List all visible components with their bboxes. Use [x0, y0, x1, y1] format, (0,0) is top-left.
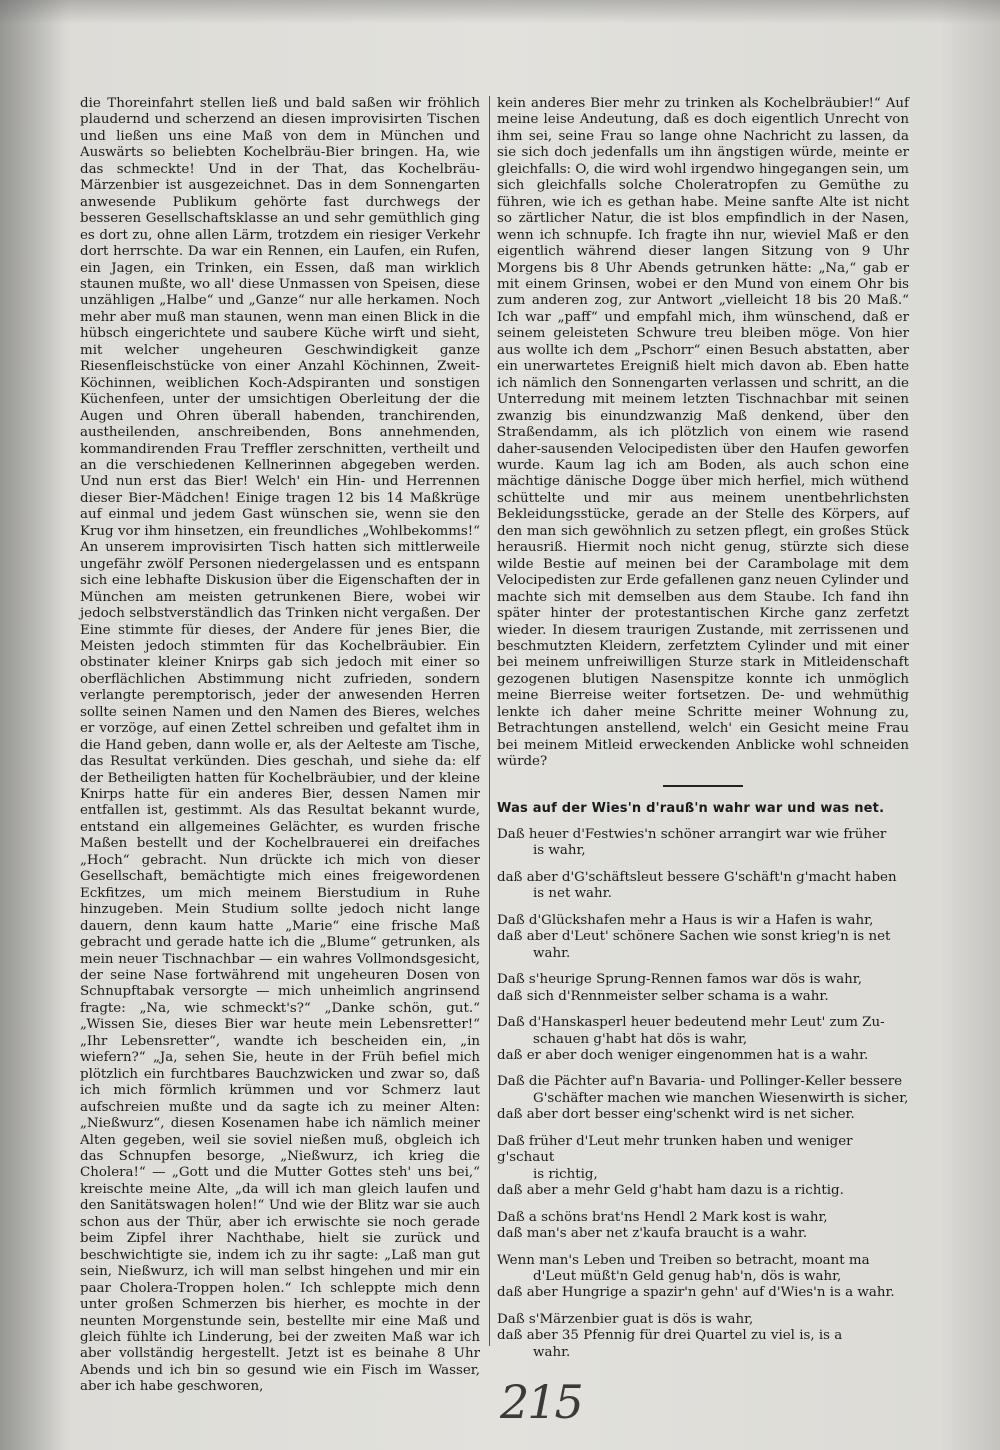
right-column: [497, 96, 909, 1371]
entry-line: is wahr,: [533, 843, 586, 859]
page-top-edge: [0, 0, 1000, 24]
column-divider: [489, 96, 490, 1346]
page-shadow-edge: [0, 0, 70, 1450]
entry-line: daß man's aber net z'kaufa braucht is a wahr.: [497, 1226, 808, 1242]
entry-line: daß aber d'G'schäftsleut bessere G'schäft'n g'macht haben: [497, 869, 897, 885]
entry-line: schauen g'habt hat dös is wahr,: [533, 1031, 748, 1047]
entry-line: d'Leut müßt'n Geld genug hab'n, dös is wahr,: [533, 1269, 842, 1284]
entry-line: wahr.: [533, 1344, 571, 1360]
entry-line: Daß a schöns brat'ns Hendl 2 Mark kost is wahr,: [497, 1209, 828, 1225]
left-column-paragraph: die Thoreinfahrt stellen ließ und bald saßen wir fröhlich plaudernd und scherzend an diesen improvisirten Tischen und ließen uns eine Maß von dem in München und Auswärts so beliebten Kochelbräu-Bier bringen. Ha, wie das schmeckte! Und in der That, das Kochelbräu-Märzenbier ist ausgezeichnet. Das in dem Sonnengarten anwesende Publikum gehörte fast durchwegs der besseren Gesellschaftsklasse an und sehr gemüthlich ging es dort zu, ohne allen Lärm, trotzdem ein riesiger Verkehr dort herrschte. Da war ein Rennen, ein Laufen, ein Rufen, ein Jagen, ein Trinken, ein Essen, daß man wirklich staunen mußte, wo all' diese Unmassen von Speisen, diese unzähligen „Halbe“ und „Ganze“ nur alle herkamen. Noch mehr aber muß man staunen, wenn man einen Blick in die hübsch eingerichtete und saubere Küche wirft und sieht, mit welcher ungeheuren Geschwindigkeit ganze Riesenfleischstücke von einer Anzahl Köchinnen, Zweit-Köchinnen, weiblichen Koch-Adspiranten und sonstigen Küchenfeen, unter der umsichtigen Oberleitung der die Augen und Ohren überall habenden, tranchirenden, austheilenden, anschreibenden, Bons annehmenden, kommandirenden Frau Treffler zerschnitten, vertheilt und an die verschiedenen Kellnerinnen abgegeben werden. Und nun erst das Bier! Welch' ein Hin- und Herrennen dieser Bier-Mädchen! Einige tragen 12 bis 14 Maßkrüge auf einmal und jedem Gast wünschen sie, wenn sie den Krug vor ihm hinsetzen, ein freundliches „Wohlbekomms!“ An unserem improvisirten Tisch hatten sich mittlerweile ungefähr zwölf Personen niedergelassen und es entspann sich eine lebhafte Diskusion über die Eigenschaften der in München am meisten getrunkenen Biere, wobei wir jedoch selbstverständlich das Trinken nicht vergaßen. Der Eine stimmte für dieses, der Andere für jenes Bier, die Meisten jedoch stimmten für das Kochelbräubier. Ein obstinater kleiner Knirps gab sich jedoch mit einer so oberflächlichen Abstimmung nicht zufrieden, sondern verlangte peremptorisch, jeder der anwesenden Herren sollte seinen Namen und den Namen des Bieres, welches er vorzöge, auf einen Zettel schreiben und gefaltet ihm in die Hand geben, dann wolle er, als der Aelteste am Tische, das Resultat verkünden. Dies geschah, und siehe da: elf der Betheiligten hatten für Kochelbräubier, und der kleine Knirps hatte für ein anderes Bier, dessen Namen mir entfallen ist, gestimmt. Als das Resultat bekannt wurde, entstand ein allgemeines Gelächter, es wurden frische Maßen bestellt und der Kochelbrauerei ein dreifaches „Hoch“ gebracht. Nun drückte ich mich von dieser Gesellschaft, bemächtigte mich eines freigewordenen Eckfitzes, um mich meinem Bierstudium in Ruhe hinzugeben. Mein Studium sollte jedoch nicht lange dauern, denn kaum hatte „Marie“ eine frische Maß gebracht und gerade hatte ich die „Blume“ getrunken, als mein neuer Tischnachbar — ein wahres Vollmondsgesicht, der seine Nase fortwährend mit ungeheuren Dosen von Schnupftabak versorgte — mich unheimlich angrinsend fragte: „Na, wie schmeckt's?“ „Danke schön, gut.“ „Wissen Sie, dieses Bier war heute mein Lebensretter!“ „Ihr Lebensretter“, wandte ich bescheiden ein, „in wiefern?“ „Ja, sehen Sie, heute in der Früh befiel mich plötzlich ein furchtbares Bauchzwicken und zwar so, daß ich mich förmlich krümmen und vor Schmerz laut aufschreien mußte und da sagte ich zu meiner Alten: „Nießwurz“, diesen Kosenamen habe ich nämlich meiner Alten gegeben, weil sie soviel nießen muß, obgleich ich das Schnupfen besorge, „Nießwurz, ich krieg die Cholera!“ — „Gott und die Mutter Gottes steh' uns bei,“ kreischte meine Alte, „da will ich man gleich laufen und den Sanitätswagen holen!“ Und wie der Blitz war sie auch schon aus der Thür, aber ich erwischte sie noch gerade beim Zipfel ihrer Nachthabe, hielt sie zurück und beschwichtigte sie, indem ich zu ihr sagte: „Laß man gut sein, Nießwurz, ich will man selbst hingehen und mir ein paar Cholera-Troppen holen.“ Ich schleppte mich denn unter großen Schmerzen bis hierher, es mochte in der neunten Morgenstunde sein, bestellte mir eine Maß und gleich fühlte ich Linderung, bei der zweiten Maß war ich aber vollständig hergestellt. Jetzt ist es beinahe 8 Uhr Abends und ich bin so gesund wie ein Fisch im Wasser, aber ich habe geschworen,: [80, 96, 480, 1395]
entry-line: wahr.: [533, 945, 571, 961]
entry-line: daß aber a mehr Geld g'habt ham dazu is a richtig.: [497, 1183, 844, 1199]
list-item: [497, 1312, 909, 1361]
entry-line: daß er aber doch weniger eingenommen hat is a wahr.: [497, 1048, 869, 1064]
entry-line: daß sich d'Rennmeister selber schama is a wahr.: [497, 988, 829, 1004]
list-item: [497, 1074, 909, 1123]
entry-line: G'schäfter machen wie manchen Wiesenwirth is sicher,: [533, 1090, 909, 1106]
handwritten-page-number: 215: [500, 1375, 582, 1429]
list-item: [497, 972, 909, 1005]
entry-line: Daß s'heurige Sprung-Rennen famos war dös is wahr,: [497, 972, 862, 988]
entry-line: Daß früher d'Leut mehr trunken haben und weniger g'schaut: [497, 1133, 853, 1166]
entry-line: is net wahr.: [533, 886, 612, 902]
entry-line: Daß d'Glückshafen mehr a Haus is wir a Hafen is wahr,: [497, 912, 874, 928]
right-column-paragraph: kein anderes Bier mehr zu trinken als Kochelbräubier!“ Auf meine leise Andeutung, daß es doch eigentlich Unrecht von ihm sei, seine Frau so lange ohne Nachricht zu lassen, da sie sich doch jedenfalls um ihn ängstigen würde, meinte er gleichfalls: O, die wird wohl irgendwo hingegangen sein, um sich gleichfalls solche Choleratropfen zu Gemüthe zu führen, wie ich es gethan habe. Meine sanfte Alte ist nicht so zärtlicher Natur, die ist blos empfindlich in der Nasen, wenn ich schnupfe. Ich fragte ihn nur, wieviel Maß er den eigentlich während dieser langen Sitzung von 9 Uhr Morgens bis 8 Uhr Abends getrunken hätte: „Na,“ gab er mit einem Grinsen, wobei er den Mund von einem Ohr bis zum anderen zog, zur Antwort „vielleicht 18 bis 20 Maß.“ Ich war „paff“ und empfahl mich, ihm wünschend, daß er seinem geleisteten Schwure treu bleiben möge. Von hier aus wollte ich dem „Pschorr“ einen Besuch abstatten, aber ein unerwartetes Ereigniß hielt mich davon ab. Eben hatte ich nämlich den Sonnengarten verlassen und schritt, an die Unterredung mit meinem letzten Tischnachbar mit seinen zwanzig bis einundzwanzig Maß denkend, über den Straßendamm, als ich plötzlich von einem wie rasend daher-sausenden Velocipedisten über den Haufen geworfen wurde. Kaum lag ich am Boden, als auch schon eine mächtige dänische Dogge über mich herfiel, mich wüthend schüttelte und mir aus meinem unentbehrlichsten Bekleidungsstücke, gerade an der Stelle des Körpers, auf den man sich gewöhnlich zu setzen pflegt, ein großes Stück herausriß. Hiermit noch nicht genug, stürzte sich diese wilde Bestie auf meinen bei der Carambolage mit dem Velocipedisten zur Erde gefallenen ganz neuen Cylinder und machte sich mit demselben aus dem Staube. Ich fand ihn später hinter der protestantischen Kirche ganz zerfetzt wieder. In diesem traurigen Zustande, mit zerrissenen und beschmutzten Kleidern, zerfetztem Cylinder und mit einer bei meinem unfreiwilligen Sturze stark in Mitleidenschaft gezogenen blutigen Nasenspitze konnte ich unmöglich meine Bierreise weiter fortsetzen. De- und wehmüthig lenkte ich daher meine Schritte meiner Wohnung zu, Betrachtungen anstellend, welch' ein Gesicht meine Frau bei meinem Mitleid erweckenden Anblicke wohl schneiden würde?: [497, 96, 910, 770]
list-item: [497, 1210, 909, 1243]
list-item: [497, 1015, 909, 1064]
entry-line: Daß die Pächter auf'n Bavaria- und Pollinger-Keller bessere: [497, 1074, 903, 1090]
entry-line: Daß heuer d'Festwies'n schöner arrangirt war wie früher: [497, 827, 887, 843]
entry-line: daß aber Hungrige a spazir'n gehn' auf d'Wies'n is a wahr.: [497, 1285, 895, 1301]
entry-line: Daß s'Märzenbier guat is dös is wahr,: [497, 1311, 754, 1327]
list-item: [497, 913, 909, 962]
list-item: [497, 870, 909, 903]
list-item: [497, 1253, 909, 1302]
entry-line: Wenn man's Leben und Treiben so betracht, moant ma: [497, 1252, 870, 1268]
list-item: [497, 1134, 909, 1200]
entry-line: daß aber d'Leut' schönere Sachen wie sonst krieg'n is net: [497, 929, 891, 945]
left-column: [80, 96, 480, 1396]
entry-line: Daß d'Hanskasperl heuer bedeutend mehr Leut' zum Zu-: [497, 1015, 885, 1031]
entry-line: daß aber 35 Pfennig für drei Quartel zu viel is, is a: [497, 1328, 843, 1344]
section-heading: Was auf der Wies'n d'rauß'n wahr war und was net.: [497, 800, 885, 816]
entry-line: daß aber dort besser eing'schenkt wird is net sicher.: [497, 1107, 855, 1123]
entry-line: is richtig,: [533, 1166, 598, 1182]
list-item: [497, 827, 909, 860]
section-rule: [663, 785, 743, 787]
